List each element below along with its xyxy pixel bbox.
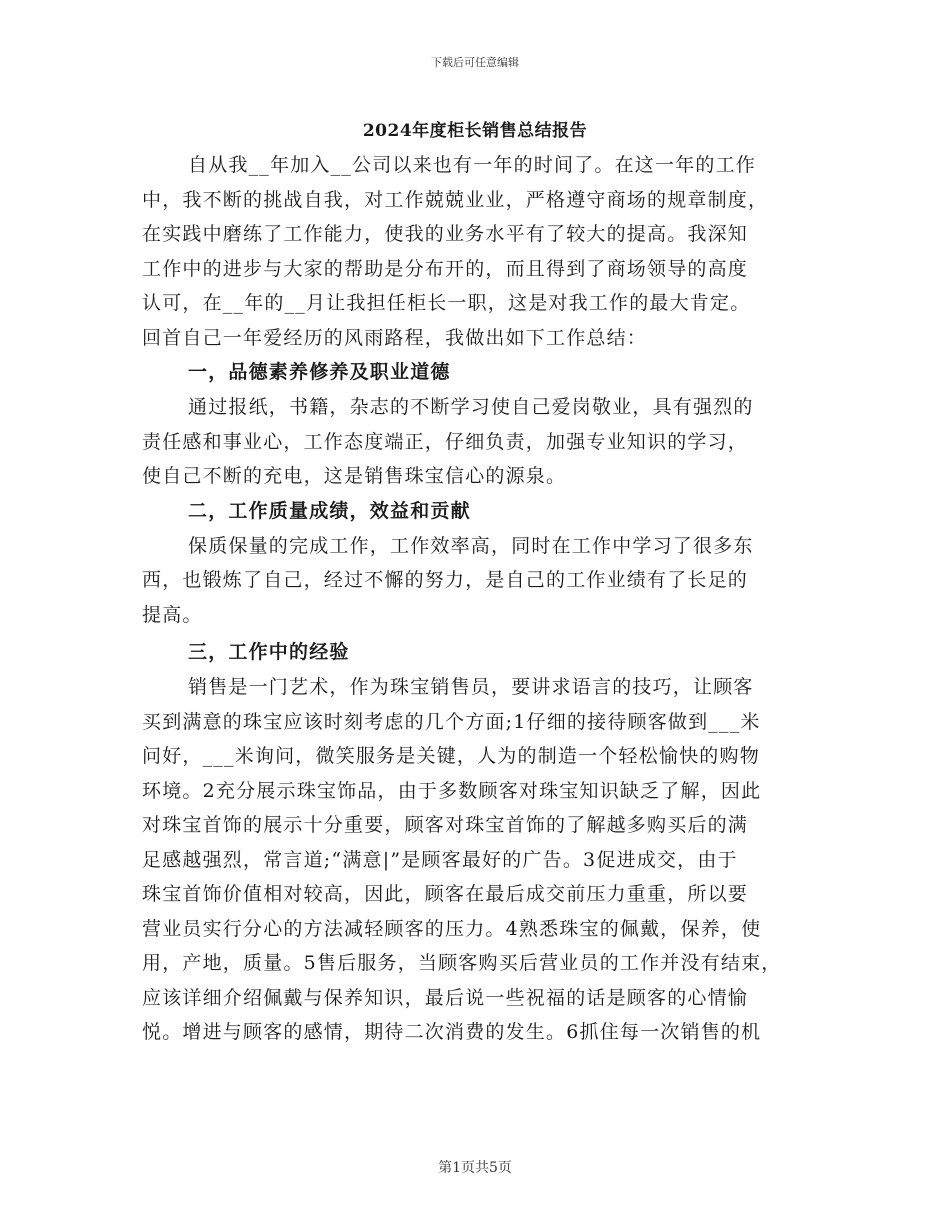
paragraph-line: 用，产地，质量。5售后服务，当顾客购买后营业员的工作并没有结束， xyxy=(142,952,782,974)
paragraph-line: 西，也锻炼了自己，经过不懈的努力，是自己的工作业绩有了长足的 xyxy=(142,569,749,591)
paragraph-line: 提高。 xyxy=(142,603,203,626)
paragraph-line: 足感越强烈，常言道;“满意|”是顾客最好的广告。3促进成交，由于 xyxy=(142,848,738,871)
paragraph-line: 使自己不断的充电，这是销售珠宝信心的源泉。 xyxy=(142,465,567,487)
document-title: 2024年度柜长销售总结报告 xyxy=(362,121,588,141)
paragraph-line: 应该详细介绍佩戴与保养知识，最后说一些祝福的话是顾客的心情愉 xyxy=(142,986,749,1009)
paragraph-line: 保质保量的完成工作，工作效率高，同时在工作中学习了很多东 xyxy=(188,534,754,557)
paragraph-line: 自从我__年加入__公司以来也有一年的时间了。在这一年的工作 xyxy=(188,154,757,176)
section-heading: 一，品德素养修养及职业道德 xyxy=(188,361,451,383)
paragraph-line: 问好，___米询问，微笑服务是关键，人为的制造一个轻松愉快的购物 xyxy=(142,745,760,767)
paragraph-line: 回首自己一年爱经历的风雨路程，我做出如下工作总结： xyxy=(142,326,648,349)
paragraph-line: 营业员实行分心的方法减轻顾客的压力。4熟悉珠宝的佩戴，保养，使 xyxy=(142,917,762,940)
section-heading: 二，工作质量成绩，效益和贡献 xyxy=(188,499,471,522)
paragraph-line: 在实践中磨练了工作能力，使我的业务水平有了较大的提高。我深知 xyxy=(142,223,749,245)
paragraph-line: 悦。增进与顾客的感情，期待二次消费的发生。6抓住每一次销售的机 xyxy=(142,1021,762,1043)
paragraph-line: 工作中的进步与大家的帮助是分布开的，而且得到了商场领导的高度 xyxy=(142,257,749,280)
document-body xyxy=(142,148,822,1050)
paragraph-line: 珠宝首饰价值相对较高，因此，顾客在最后成交前压力重重，所以要 xyxy=(142,883,749,905)
paragraph-line: 对珠宝首饰的展示十分重要，顾客对珠宝首饰的了解越多购买后的满 xyxy=(142,814,749,836)
paragraph-line: 销售是一门艺术，作为珠宝销售员，要讲求语言的技巧，让顾客 xyxy=(188,676,754,698)
header-note: 下载后可任意编辑 xyxy=(431,56,519,69)
page-number-footer: 第1页共5页 xyxy=(438,1160,512,1176)
paragraph-line: 买到满意的珠宝应该时刻考虑的几个方面;1仔细的接待顾客做到___米 xyxy=(142,710,761,733)
paragraph-line: 环境。2充分展示珠宝饰品，由于多数顾客对珠宝知识缺乏了解，因此 xyxy=(142,779,762,802)
paragraph-line: 认可，在__年的__月让我担任柜长一职，这是对我工作的最大肯定。 xyxy=(142,292,751,314)
section-heading: 三，工作中的经验 xyxy=(188,641,350,663)
paragraph-line: 责任感和事业心，工作态度端正，仔细负责，加强专业知识的学习， xyxy=(142,430,749,453)
paragraph-line: 中，我不断的挑战自我，对工作兢兢业业，严格遵守商场的规章制度， xyxy=(142,188,769,211)
paragraph-line: 通过报纸，书籍，杂志的不断学习使自己爱岗敬业，具有强烈的 xyxy=(188,396,754,418)
